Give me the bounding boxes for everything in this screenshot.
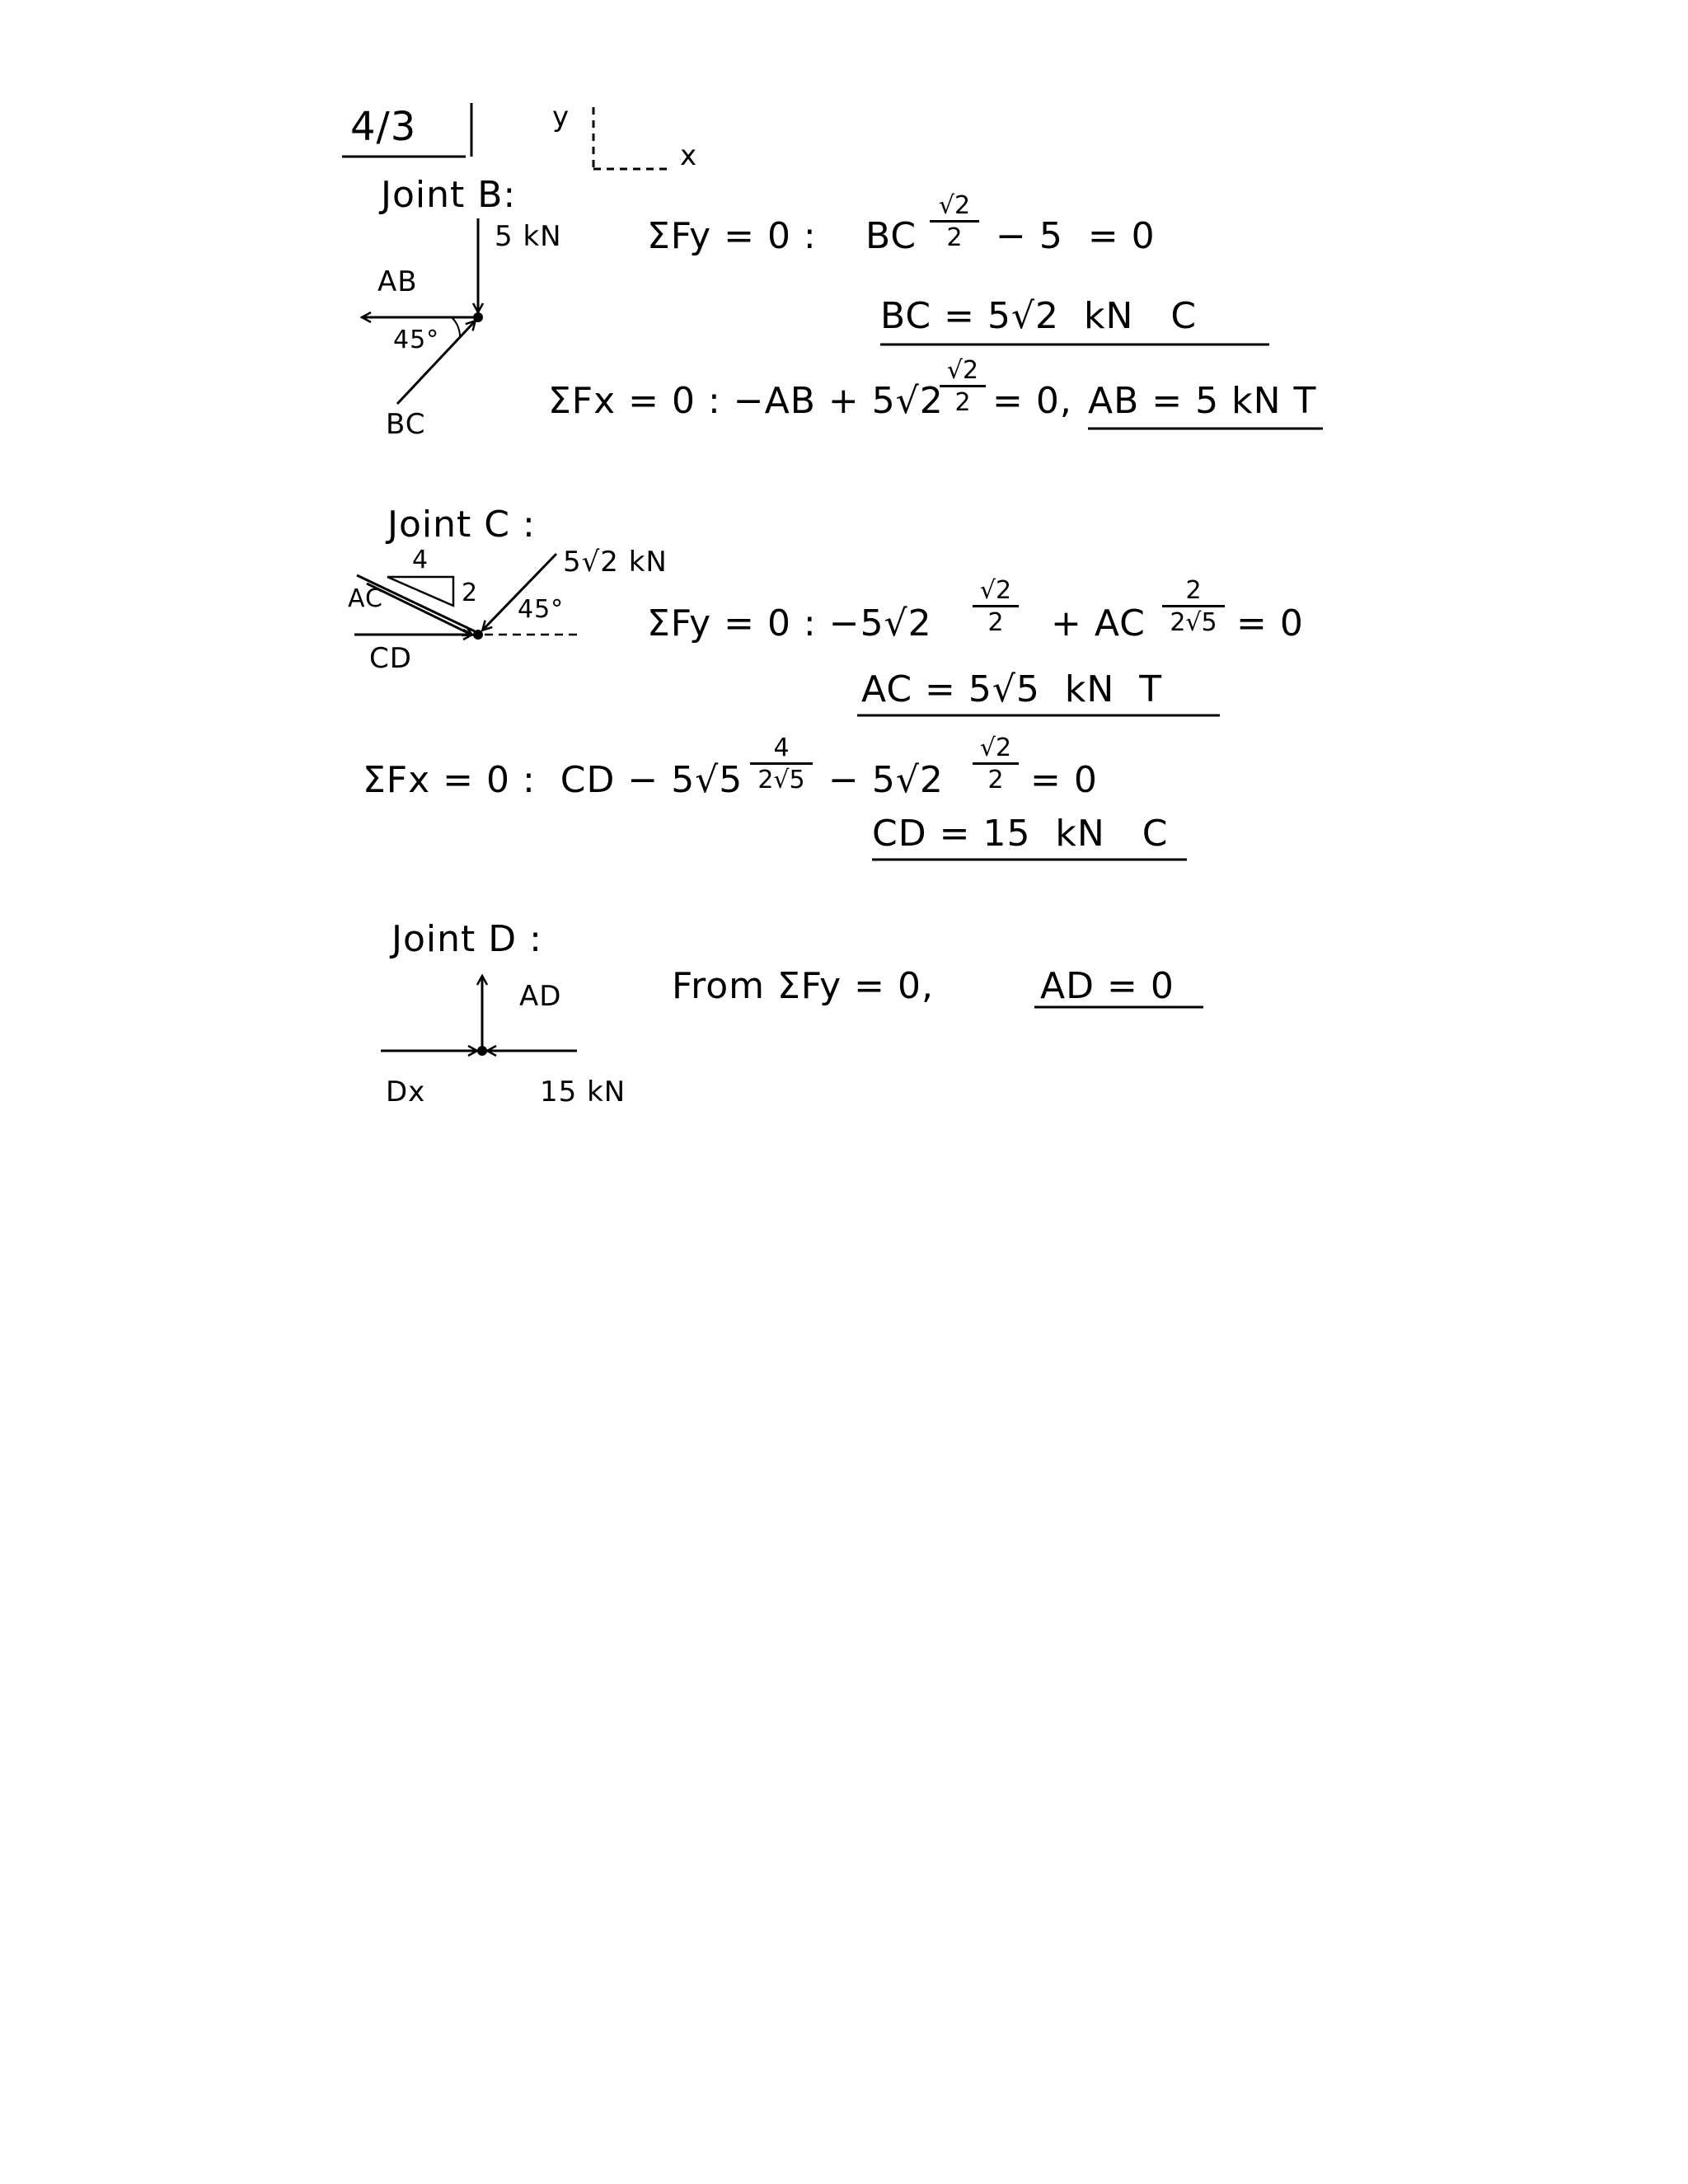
fraction-numerator: √2 (938, 191, 971, 220)
fraction-numerator: √2 (946, 356, 979, 385)
joint-b-angle-label: 45° (393, 326, 440, 354)
joint-b-fy-lhs: ΣFy = 0 : (647, 215, 817, 257)
joint-b-fy-term: BC (865, 215, 917, 257)
joint-c-fx-fraction-1 (750, 733, 813, 794)
fraction-denominator: 2 (954, 388, 971, 417)
slope-triangle (387, 577, 453, 606)
joint-c-load-label: 5√2 kN (563, 546, 668, 579)
joint-c-fy-fraction-2 (1162, 576, 1225, 637)
joint-d-ad-result: AD = 0 (1040, 965, 1175, 1007)
joint-b-fx-fraction (940, 356, 986, 417)
joint-c-fx-fraction-2 (973, 733, 1019, 794)
joint-c-cd-label: CD (369, 642, 412, 675)
joint-c-fx-mid: − 5√2 (828, 759, 944, 801)
joint-b-ab-result: AB = 5 kN T (1088, 380, 1317, 422)
problem-number: 4/3 (350, 104, 417, 150)
joint-c-fx-lhs: ΣFx = 0 : CD − 5√5 (363, 759, 743, 801)
joint-b-ab-label: AB (377, 265, 418, 298)
joint-b-title: Joint B: (381, 174, 517, 216)
joint-d-statement: From ΣFy = 0, (672, 965, 934, 1007)
joint-b-fx-lhs: ΣFx = 0 : −AB + 5√2 (548, 380, 944, 422)
fraction-numerator: 2 (1185, 576, 1202, 605)
joint-c-cd-result: CD = 15 kN C (872, 813, 1169, 855)
fraction-denominator: 2 (946, 223, 963, 252)
fraction-numerator: √2 (979, 576, 1012, 605)
joint-c-ac-result: AC = 5√5 kN T (861, 668, 1163, 710)
joint-d-dx-label: Dx (386, 1076, 426, 1108)
joint-b-bc-result: BC = 5√2 kN C (880, 295, 1198, 337)
joint-c-slope-run: 4 (412, 546, 429, 574)
joint-c-fx-rest: = 0 (1030, 759, 1098, 801)
joint-b-bc-label: BC (386, 408, 426, 441)
joint-c-ac-label: AC (348, 584, 383, 613)
joint-b-angle-arc (452, 317, 460, 336)
joint-d-title: Joint D : (392, 918, 542, 960)
axis-x-label: x (680, 139, 698, 172)
fraction-denominator: 2 (987, 766, 1004, 794)
joint-c-fy-lhs: ΣFy = 0 : −5√2 (647, 602, 932, 644)
joint-b-fx-rest: = 0, (992, 380, 1072, 422)
fraction-denominator: 2√5 (1170, 608, 1217, 637)
fraction-denominator: 2√5 (757, 766, 805, 794)
joint-b-load-label: 5 kN (495, 220, 562, 253)
joint-c-title: Joint C : (387, 504, 536, 546)
joint-c-fy-fraction-1 (973, 576, 1019, 637)
joint-d-ad-label: AD (519, 980, 562, 1013)
joint-b-fy-rest: − 5 = 0 (996, 215, 1156, 257)
joint-c-fy-mid: + AC (1051, 602, 1146, 644)
joint-c-angle-label: 45° (518, 595, 565, 624)
joint-d-load-label: 15 kN (540, 1076, 626, 1108)
fraction-numerator: 4 (773, 733, 790, 762)
axis-y-label: y (552, 101, 570, 134)
joint-c-slope-rise: 2 (462, 579, 479, 607)
fraction-denominator: 2 (987, 608, 1004, 637)
joint-c-fy-rest: = 0 (1236, 602, 1304, 644)
joint-b-fy-fraction (930, 191, 979, 252)
fraction-numerator: √2 (979, 733, 1012, 762)
